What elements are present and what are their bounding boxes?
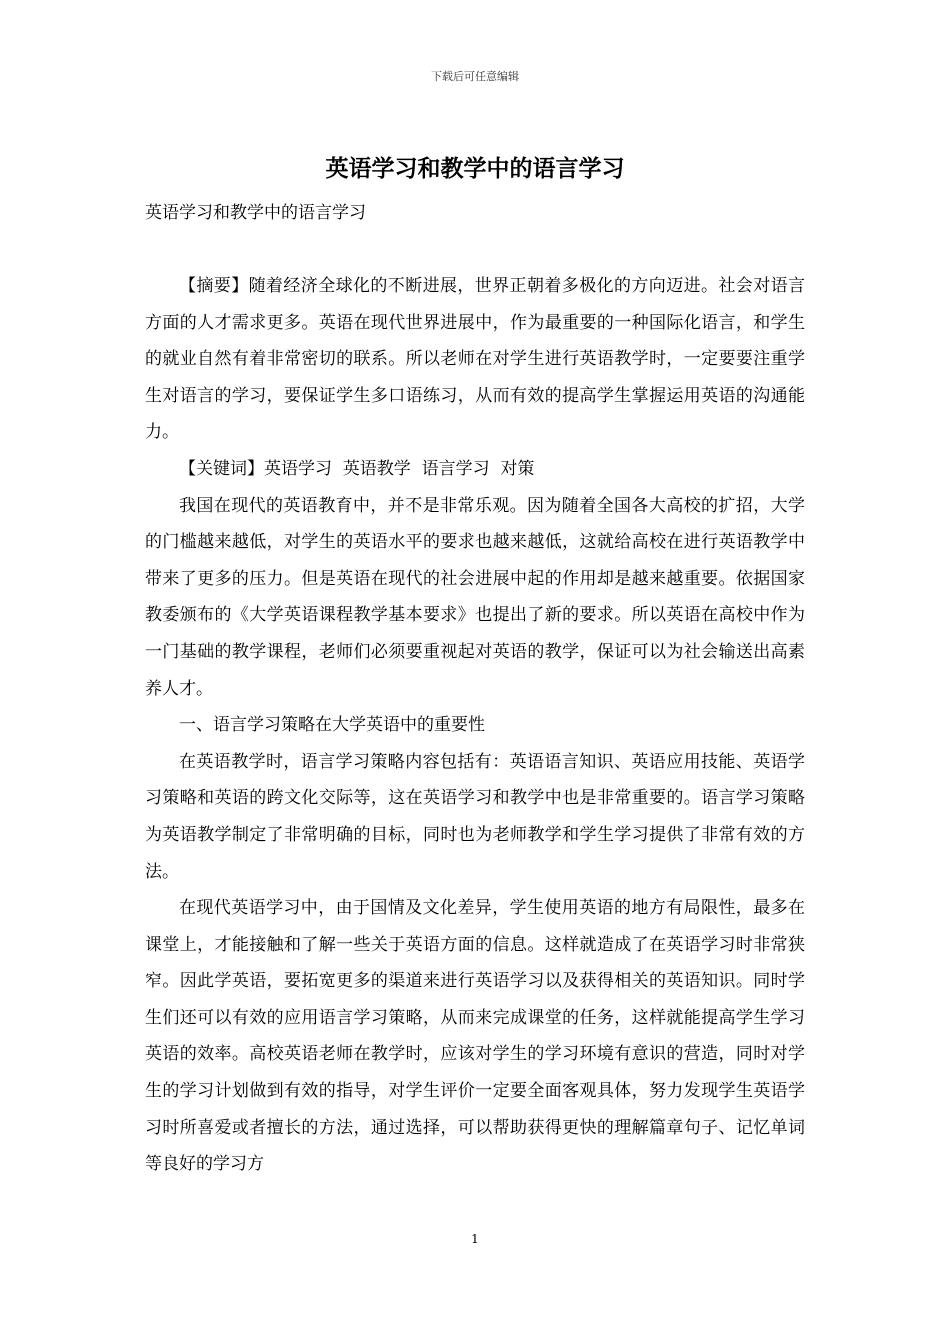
body-paragraph: 在现代英语学习中，由于国情及文化差异，学生使用英语的地方有局限性，最多在课堂上，才能接触和了解一些关于英语方面的信息。这样就造成了在英语学习时非常狭窄。因此学英语，要拓宽更多的渠道来进行英语学习以及获得相关的英语知识。同时学生们还可以有效的应用语言学习策略，从而来完成课堂的任务，这样就能提高学生学习英语的效率。高校英语老师在教学时，应该对学生的学习环境有意识的营造，同时对学生的学习计划做到有效的指导，对学生评价一定要全面客观具体，努力发现学生英语学习时所喜爱或者擅长的方法，通过选择，可以帮助获得更快的理解篇章句子、记忆单词等良好的学习方 (145, 898, 805, 1175)
body-paragraph: 在英语教学时，语言学习策略内容包括有：英语语言知识、英语应用技能、英语学习策略和英语的跨文化交际等，这在英语学习和教学中也是非常重要的。语言学习策略为英语教学制定了非常明确的目标，同时也为老师教学和学生学习提供了非常有效的方法。 (145, 751, 805, 882)
header-note: 下载后可任意编辑 (431, 70, 519, 83)
body-paragraph: 我国在现代的英语教育中，并不是非常乐观。因为随着全国各大高校的扩招，大学的门槛越来越低，对学生的英语水平的要求也越来越低，这就给高校在进行英语教学中带来了更多的压力。但是英语在现代的社会进展中起的作用却是越来越重要。依据国家教委颁布的《大学英语课程教学基本要求》也提出了新的要求。所以英语在高校中作为一门基础的教学课程，老师们必须要重视起对英语的教学，保证可以为社会输送出高素养人才。 (145, 495, 805, 699)
abstract-label: 【摘要】 (179, 276, 249, 296)
document-subtitle: 英语学习和教学中的语言学习 (145, 203, 366, 223)
section-heading: 一、语言学习策略在大学英语中的重要性 (179, 715, 485, 736)
page-number: 1 (471, 1232, 479, 1246)
abstract-text: 随着经济全球化的不断进展，世界正朝着多极化的方向迈进。社会对语言方面的人才需求更多。英语在现代世界进展中，作为最重要的一种国际化语言，和学生的就业自然有着非常密切的联系。所以老师在对学生进行英语教学时，一定要要注重学生对语言的学习，要保证学生多口语练习，从而有效的提高学生掌握运用英语的沟通能力。 (145, 276, 806, 443)
keywords-paragraph (145, 451, 805, 488)
document-body (145, 268, 805, 1183)
keywords-text: 英语学习 英语教学 语言学习 对策 (264, 458, 535, 479)
abstract-paragraph (145, 268, 805, 451)
document-title: 英语学习和教学中的语言学习 (325, 155, 625, 182)
keywords-label: 【关键词】 (179, 458, 264, 479)
